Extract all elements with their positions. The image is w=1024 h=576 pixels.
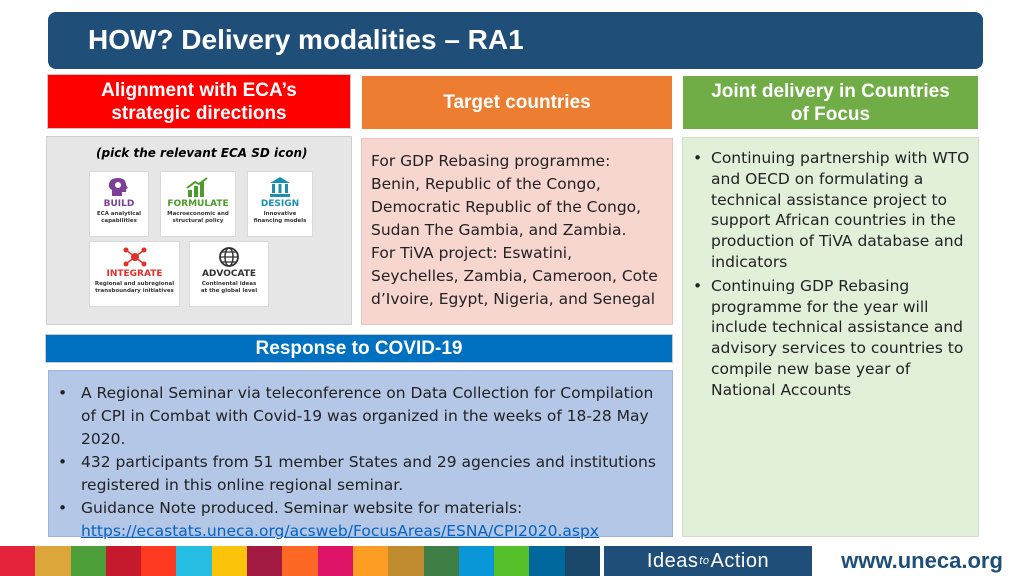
sd-card-caption: Macroeconomic and [167,211,229,217]
sdg-color-block [176,546,211,576]
sd-card-integrate [89,241,180,307]
covid-header-label: Response to COVID-19 [255,337,463,359]
target-line: For TiVA project: Eswatini, [371,244,573,262]
target-line: Sudan The Gambia, and Zambia. [371,221,627,239]
alignment-header-line1: Alignment with ECA’s [101,79,297,101]
seminar-website-link[interactable]: https://ecastats.uneca.org/acsweb/FocusAreas/ESNA/CPI2020.aspx [81,522,599,540]
sd-card-caption: at the global level [200,288,258,294]
ideas-logo-part: Action [710,549,770,572]
sd-card-caption: Innovative [263,211,297,217]
joint-delivery-header [683,76,978,129]
sdg-color-block [0,546,35,576]
sd-card-design [247,171,313,237]
globe-icon [216,246,242,268]
head-gear-icon [106,176,132,198]
sdg-color-block [35,546,70,576]
sd-icon-note: (pick the relevant ECA SD icon) [96,146,308,160]
sd-card-label: ADVOCATE [201,269,257,279]
list-item: • 432 participants from 51 member States and 29 agencies and institutions registered in this online regional seminar. [55,451,670,497]
website-link[interactable]: www.uneca.org [841,548,1003,573]
sd-card-label: INTEGRATE [106,269,163,279]
list-item: • Continuing partnership with WTO and OECD on formulating a technical assistance project to support African countries in the production of TiVA database and indicators [690,148,974,273]
target-countries-header [362,76,672,129]
sd-card-build [89,171,149,237]
sdg-color-block [529,546,564,576]
joint-delivery-header-line2: of Focus [790,103,871,125]
covid-header [45,334,673,363]
sdg-color-block [353,546,388,576]
sdg-color-block [247,546,282,576]
sdg-color-block [565,546,600,576]
ideas-to-action-logo [604,546,812,576]
list-item: • A Regional Seminar via teleconference on Data Collection for Compilation of CPI in Combat with Covid-19 was organized in the weeks of 18-28 May 2020. [55,382,670,451]
sd-card-caption: structural policy [172,218,224,224]
sd-card-caption: ECA analytical [96,211,142,217]
sd-card-caption: Continental ideas [201,281,257,287]
sd-card-caption: financing models [253,218,307,224]
target-countries-text [371,150,671,311]
sdg-color-strip [0,546,600,576]
joint-delivery-list [690,148,974,404]
target-line: For GDP Rebasing programme: [371,152,611,170]
sdg-color-block [424,546,459,576]
sdg-color-block [212,546,247,576]
target-countries-header-label: Target countries [443,92,591,113]
network-icon [122,246,148,268]
guidance-note-text: Guidance Note produced. Seminar website for materials: [81,499,523,517]
ideas-logo-part: to [699,555,710,567]
sdg-color-block [282,546,317,576]
sdg-color-block [71,546,106,576]
target-line: Benin, Republic of the Congo, [371,175,601,193]
target-line: d’Ivoire, Egypt, Nigeria, and Senegal [371,290,656,308]
sdg-color-block [459,546,494,576]
sdg-color-block [494,546,529,576]
sd-card-label: DESIGN [260,199,300,209]
bank-icon [267,176,293,198]
sd-card-caption: transboundary initiatives [95,288,174,294]
joint-delivery-header-line1: Joint delivery in Countries [711,80,950,102]
alignment-header [47,74,351,129]
list-item: • Continuing GDP Rebasing programme for the year will include technical assistance and advisory services to countries to compile new base year of National Accounts [690,276,974,401]
sd-card-caption: Regional and subregional [94,281,175,287]
ideas-logo-part: Ideas [646,549,699,572]
sdg-color-block [106,546,141,576]
sd-card-caption: capabilities [101,218,137,224]
sdg-color-block [318,546,353,576]
sdg-color-block [388,546,423,576]
growth-chart-icon [185,176,211,198]
sd-card-formulate [160,171,236,237]
sd-card-advocate [189,241,269,307]
covid-list [55,382,670,543]
list-item [55,497,670,543]
sd-card-label: BUILD [103,199,135,209]
sd-card-label: FORMULATE [167,199,229,209]
target-line: Seychelles, Zambia, Cameroon, Cote [371,267,658,285]
page-title: HOW? Delivery modalities – RA1 [88,24,524,55]
sdg-color-block [141,546,176,576]
alignment-header-line2: strategic directions [111,102,287,124]
target-line: Democratic Republic of the Congo, [371,198,642,216]
